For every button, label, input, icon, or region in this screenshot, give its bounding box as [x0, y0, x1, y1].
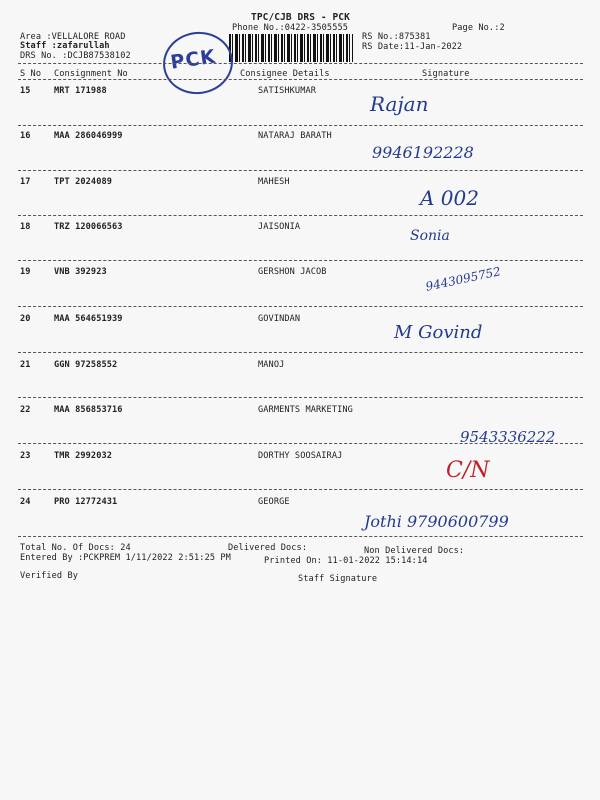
row-signature: Rajan — [370, 92, 429, 116]
verified-by: Verified By — [20, 571, 79, 581]
row-signature: Jothi 9790600799 — [364, 512, 509, 531]
divider — [18, 352, 583, 353]
row-consignment: TRZ 120066563 — [54, 222, 123, 232]
divider — [18, 489, 583, 490]
row-sno: 22 — [20, 405, 31, 415]
barcode-image — [229, 34, 353, 62]
staff-label: Staff :zafarullah — [20, 41, 110, 51]
row-consignment: TMR 2992032 — [54, 451, 113, 461]
row-sno: 15 — [20, 86, 31, 96]
delivered-docs: Delivered Docs: — [228, 543, 308, 553]
row-signature: Sonia — [410, 228, 450, 244]
row-consignment: PRO 12772431 — [54, 497, 118, 507]
row-sno: 16 — [20, 131, 31, 141]
row-signature: M Govind — [394, 322, 483, 343]
row-consignment: MRT 171988 — [54, 86, 107, 96]
column-header-sno: S No — [20, 69, 42, 79]
column-header-signature: Signature — [422, 69, 470, 79]
row-signature: 9543336222 — [460, 428, 556, 446]
row-signature: 9443095752 — [424, 264, 502, 294]
divider — [18, 260, 583, 261]
rs-date: RS Date:11-Jan-2022 — [362, 42, 463, 52]
printed-on: Printed On: 11-01-2022 15:14:14 — [264, 556, 428, 566]
row-sno: 21 — [20, 360, 31, 370]
column-header-consignment: Consignment No — [54, 69, 128, 79]
divider — [18, 170, 583, 171]
row-sno: 20 — [20, 314, 31, 324]
row-sno: 17 — [20, 177, 31, 187]
row-signature: C/N — [446, 458, 490, 483]
row-consignment: MAA 856853716 — [54, 405, 123, 415]
stamp-text: PCK — [169, 45, 218, 74]
document-title: TPC/CJB DRS - PCK — [251, 12, 350, 23]
entered-by: Entered By :PCKPREM 1/11/2022 2:51:25 PM — [20, 553, 231, 563]
row-consignee: SATISHKUMAR — [258, 86, 317, 96]
divider — [18, 397, 583, 398]
drs-number: DRS No. :DCJB87538102 — [20, 51, 131, 61]
row-sno: 18 — [20, 222, 31, 232]
divider — [18, 536, 583, 537]
row-consignee: JAISONIA — [258, 222, 301, 232]
row-consignee: DORTHY SOOSAIRAJ — [258, 451, 343, 461]
row-consignee: GERSHON JACOB — [258, 267, 327, 277]
rs-number: RS No.:875381 — [362, 32, 431, 42]
row-consignment: TPT 2024089 — [54, 177, 113, 187]
divider — [18, 79, 583, 80]
row-sno: 24 — [20, 497, 31, 507]
column-header-consignee: Consignee Details — [240, 69, 330, 79]
row-consignee: NATARAJ BARATH — [258, 131, 332, 141]
row-consignment: MAA 286046999 — [54, 131, 123, 141]
row-consignment: MAA 564651939 — [54, 314, 123, 324]
row-sno: 23 — [20, 451, 31, 461]
page-number: Page No.:2 — [452, 23, 505, 33]
divider — [18, 443, 583, 444]
row-consignment: GGN 97258552 — [54, 360, 118, 370]
row-signature: A 002 — [420, 186, 479, 210]
divider — [18, 125, 583, 126]
row-consignee: MANOJ — [258, 360, 285, 370]
row-consignment: VNB 392923 — [54, 267, 107, 277]
divider — [18, 215, 583, 216]
row-sno: 19 — [20, 267, 31, 277]
row-consignee: MAHESH — [258, 177, 290, 187]
staff-signature-label: Staff Signature — [298, 574, 378, 584]
total-docs: Total No. Of Docs: 24 — [20, 543, 131, 553]
non-delivered-docs: Non Delivered Docs: — [364, 546, 465, 556]
divider — [18, 63, 583, 64]
area-label: Area :VELLALORE ROAD — [20, 32, 126, 42]
row-consignee: GEORGE — [258, 497, 290, 507]
row-consignee: GOVINDAN — [258, 314, 301, 324]
row-consignee: GARMENTS MARKETING — [258, 405, 353, 415]
phone-number: Phone No.:0422-3505555 — [232, 23, 349, 33]
divider — [18, 306, 583, 307]
row-signature: 9946192228 — [372, 143, 474, 162]
